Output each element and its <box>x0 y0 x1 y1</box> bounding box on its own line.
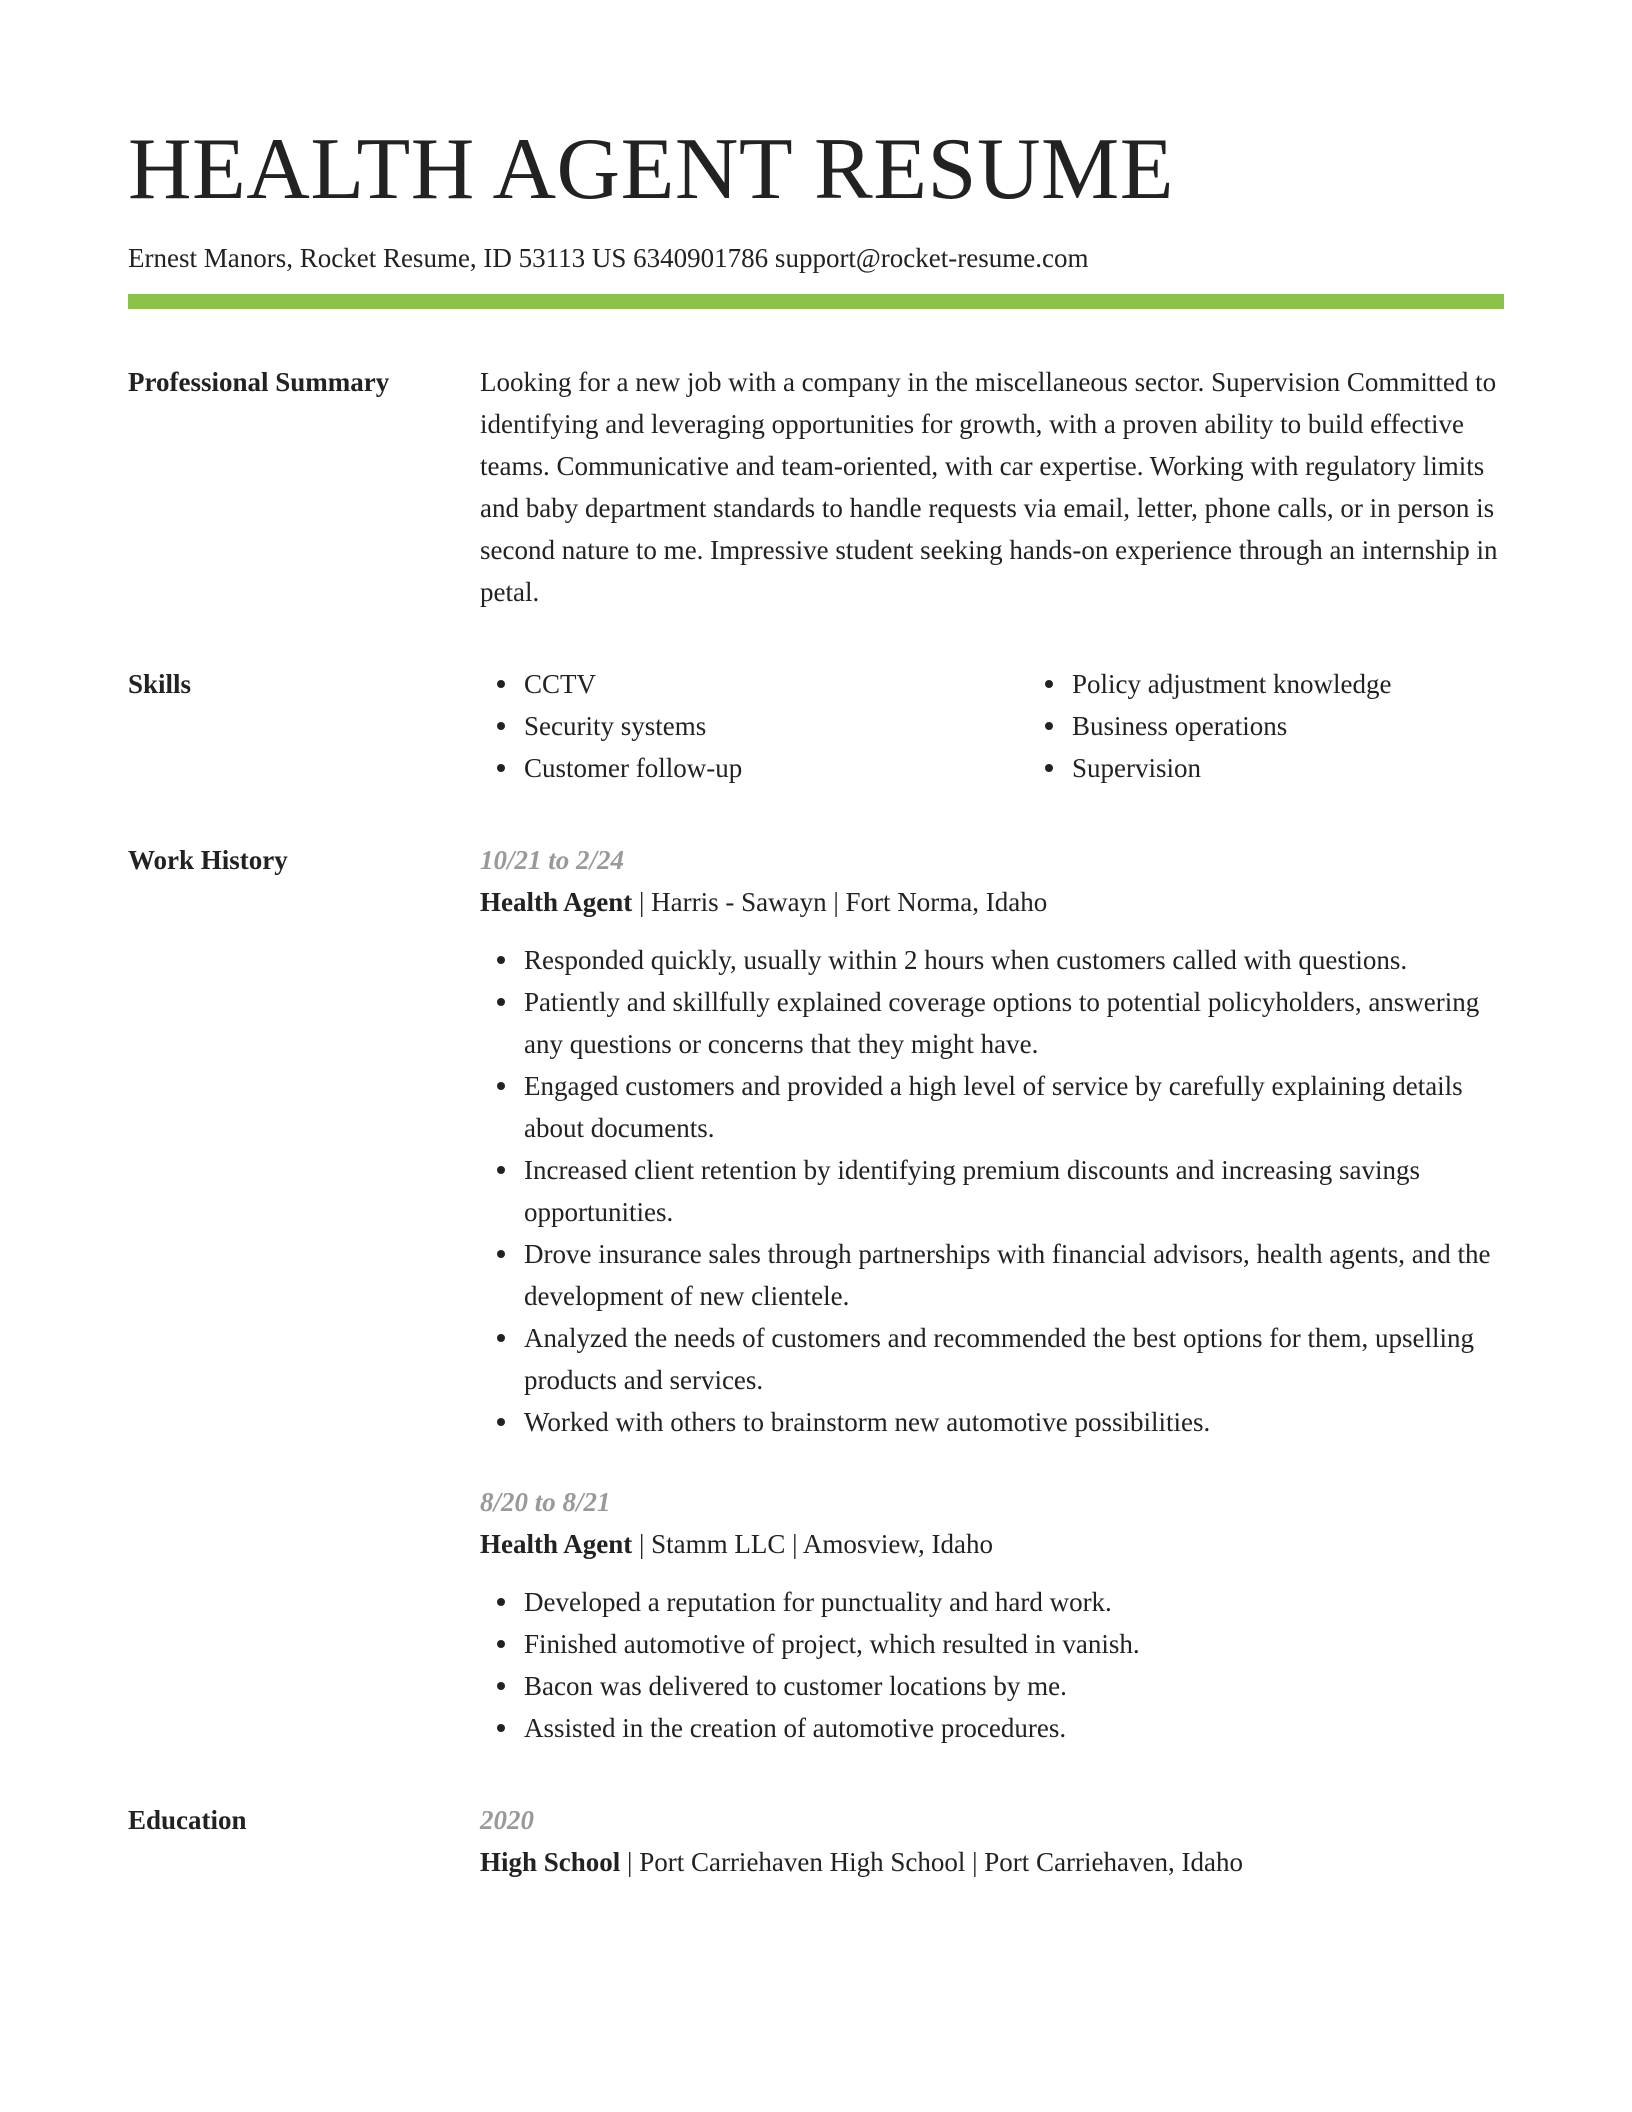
job-bullet: Bacon was delivered to customer locations by me. <box>524 1665 1504 1707</box>
work-history-label: Work History <box>128 845 288 875</box>
job-bullets <box>480 1581 1504 1749</box>
skills-column-left <box>480 663 1028 789</box>
job-entry <box>480 1481 1504 1749</box>
job-bullet: Developed a reputation for punctuality and hard work. <box>524 1581 1504 1623</box>
skill-item: Business operations <box>1072 705 1576 747</box>
job-dates: 10/21 to 2/24 <box>480 845 625 875</box>
education-date: 2020 <box>480 1805 534 1835</box>
job-heading <box>480 881 1504 923</box>
contact-line: Ernest Manors, Rocket Resume, ID 53113 US 6340901786 support@rocket-resume.com <box>128 243 1089 273</box>
summary-section <box>128 361 1504 613</box>
job-dates: 8/20 to 8/21 <box>480 1487 611 1517</box>
work-history-section <box>128 839 1504 1749</box>
skills-label: Skills <box>128 669 192 699</box>
summary-text: Looking for a new job with a company in the miscellaneous sector. Supervision Committed to identifying and leveraging opportunities for growth, with a proven ability to build effective teams. Communicative and team-oriented, with car expertise. Working with regulatory limits and baby department standards to handle requests via email, letter, phone calls, or in person is second nature to me. Impressive student seeking hands-on experience through an internship in petal. <box>480 367 1498 607</box>
job-heading <box>480 1523 1504 1565</box>
summary-label: Professional Summary <box>128 367 390 397</box>
skill-item: Customer follow-up <box>524 747 1028 789</box>
accent-divider <box>128 294 1504 309</box>
job-bullet: Finished automotive of project, which resulted in vanish. <box>524 1623 1504 1665</box>
job-bullet: Responded quickly, usually within 2 hours when customers called with questions. <box>524 939 1504 981</box>
education-degree: High School <box>480 1847 621 1877</box>
resume-page <box>128 118 1504 1883</box>
job-bullet: Patiently and skillfully explained coverage options to potential policyholders, answering any questions or concerns that they might have. <box>524 981 1504 1065</box>
job-bullet: Drove insurance sales through partnerships with financial advisors, health agents, and the development of new clientele. <box>524 1233 1504 1317</box>
job-title: Health Agent <box>480 887 633 917</box>
skills-column-right <box>1028 663 1576 789</box>
skill-item: Security systems <box>524 705 1028 747</box>
job-bullets <box>480 939 1504 1443</box>
job-bullet: Assisted in the creation of automotive procedures. <box>524 1707 1504 1749</box>
job-details: | Harris - Sawayn | Fort Norma, Idaho <box>632 887 1048 917</box>
job-bullet: Increased client retention by identifying premium discounts and increasing savings opportunities. <box>524 1149 1504 1233</box>
job-details: | Stamm LLC | Amosview, Idaho <box>632 1529 994 1559</box>
skills-section <box>128 663 1504 789</box>
skill-item: Supervision <box>1072 747 1576 789</box>
skill-item: Policy adjustment knowledge <box>1072 663 1576 705</box>
education-section <box>128 1799 1504 1883</box>
job-bullet: Worked with others to brainstorm new automotive possibilities. <box>524 1401 1504 1443</box>
education-label: Education <box>128 1805 247 1835</box>
job-title: Health Agent <box>480 1529 633 1559</box>
resume-title: HEALTH AGENT RESUME <box>128 121 1174 218</box>
skill-item: CCTV <box>524 663 1028 705</box>
job-entry <box>480 839 1504 1443</box>
education-details: | Port Carriehaven High School | Port Carriehaven, Idaho <box>620 1847 1243 1877</box>
education-heading <box>480 1841 1504 1883</box>
job-bullet: Engaged customers and provided a high level of service by carefully explaining details about documents. <box>524 1065 1504 1149</box>
job-bullet: Analyzed the needs of customers and recommended the best options for them, upselling products and services. <box>524 1317 1504 1401</box>
